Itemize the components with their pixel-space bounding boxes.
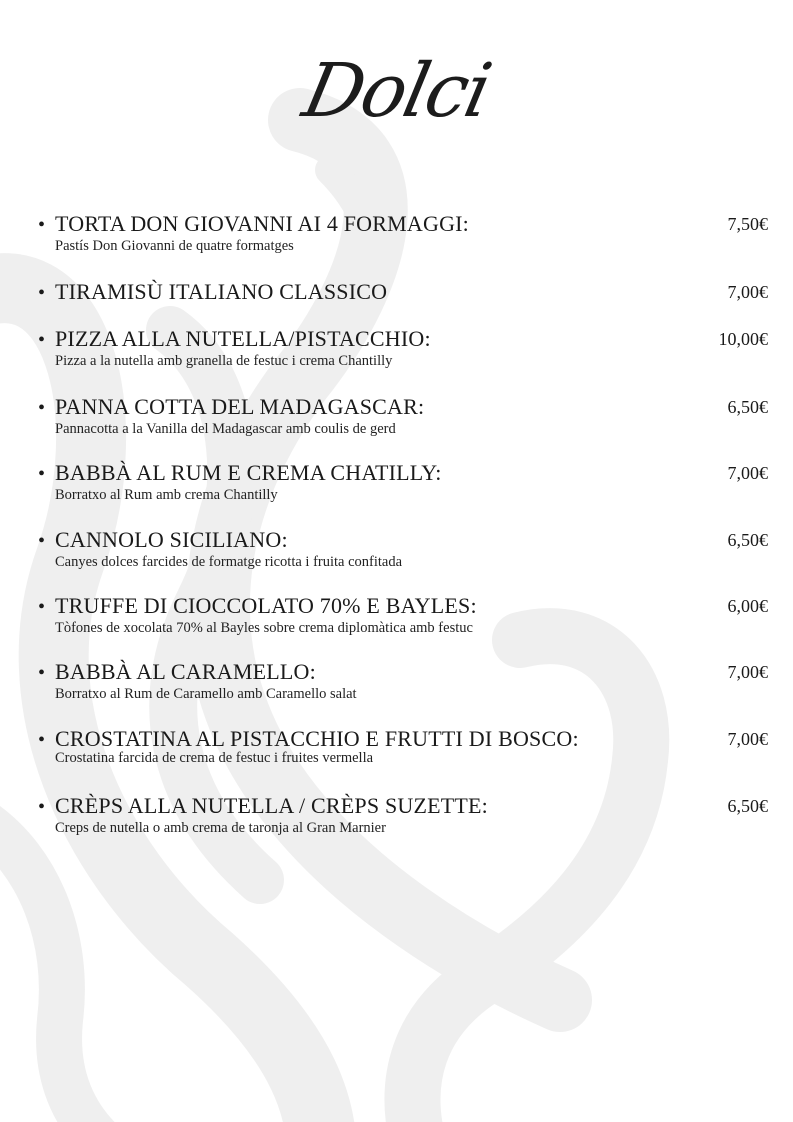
bullet: • bbox=[38, 729, 46, 751]
item-price: 6,50€ bbox=[727, 796, 768, 816]
item-description: Tòfones de xocolata 70% al Bayles sobre crema diplomàtica amb festuc bbox=[55, 620, 473, 636]
item-name: CROSTATINA AL PISTACCHIO E FRUTTI DI BOSCO: bbox=[55, 726, 579, 751]
item-name: TORTA DON GIOVANNI AI 4 FORMAGGI: bbox=[55, 211, 469, 236]
bullet: • bbox=[38, 214, 46, 236]
item-price: 7,50€ bbox=[727, 214, 768, 234]
item-description: Pizza a la nutella amb granella de festuc i crema Chantilly bbox=[55, 353, 393, 369]
item-name: BABBÀ AL RUM E CREMA CHATILLY: bbox=[55, 460, 442, 485]
menu-title: Dolci bbox=[296, 48, 497, 134]
bullet: • bbox=[38, 329, 46, 351]
menu-item bbox=[38, 460, 768, 503]
item-description: Borratxo al Rum amb crema Chantilly bbox=[55, 487, 278, 503]
bullet: • bbox=[38, 662, 46, 684]
bullet: • bbox=[38, 796, 46, 818]
item-name: PIZZA ALLA NUTELLA/PISTACCHIO: bbox=[55, 326, 431, 351]
item-description: Canyes dolces farcides de formatge ricotta i fruita confitada bbox=[55, 554, 403, 570]
item-price: 6,50€ bbox=[727, 397, 768, 417]
item-name: BABBÀ AL CARAMELLO: bbox=[55, 659, 316, 684]
menu-item bbox=[38, 280, 768, 306]
item-price: 7,00€ bbox=[727, 729, 768, 749]
item-price: 7,00€ bbox=[727, 463, 768, 483]
item-price: 10,00€ bbox=[718, 329, 768, 349]
item-price: 7,00€ bbox=[727, 662, 768, 682]
item-description: Crostatina farcida de crema de festuc i fruites vermella bbox=[55, 750, 374, 766]
item-description: Pastís Don Giovanni de quatre formatges bbox=[55, 238, 294, 254]
bullet: • bbox=[38, 596, 46, 618]
bullet: • bbox=[38, 397, 46, 419]
item-name: PANNA COTTA DEL MADAGASCAR: bbox=[55, 394, 425, 419]
item-description: Creps de nutella o amb crema de taronja al Gran Marnier bbox=[55, 820, 386, 836]
item-price: 6,50€ bbox=[727, 530, 768, 550]
menu-item bbox=[38, 326, 768, 369]
menu-item bbox=[38, 659, 768, 702]
item-price: 6,00€ bbox=[727, 596, 768, 616]
item-name: CRÈPS ALLA NUTELLA / CRÈPS SUZETTE: bbox=[55, 793, 488, 818]
bullet: • bbox=[38, 530, 46, 552]
menu-item bbox=[38, 793, 768, 836]
item-name: TIRAMISÙ ITALIANO CLASSICO bbox=[55, 279, 388, 304]
item-price: 7,00€ bbox=[727, 282, 768, 302]
item-name: TRUFFE DI CIOCCOLATO 70% E BAYLES: bbox=[55, 593, 477, 618]
menu-item bbox=[38, 726, 768, 766]
item-name: CANNOLO SICILIANO: bbox=[55, 527, 288, 552]
item-description: Pannacotta a la Vanilla del Madagascar amb coulis de gerd bbox=[55, 421, 396, 437]
menu-item bbox=[38, 593, 768, 636]
menu-item bbox=[38, 211, 768, 254]
bullet: • bbox=[38, 282, 46, 304]
item-description: Borratxo al Rum de Caramello amb Caramello salat bbox=[55, 686, 357, 702]
bullet: • bbox=[38, 463, 46, 485]
menu-item bbox=[38, 394, 768, 437]
menu-item bbox=[38, 527, 768, 570]
